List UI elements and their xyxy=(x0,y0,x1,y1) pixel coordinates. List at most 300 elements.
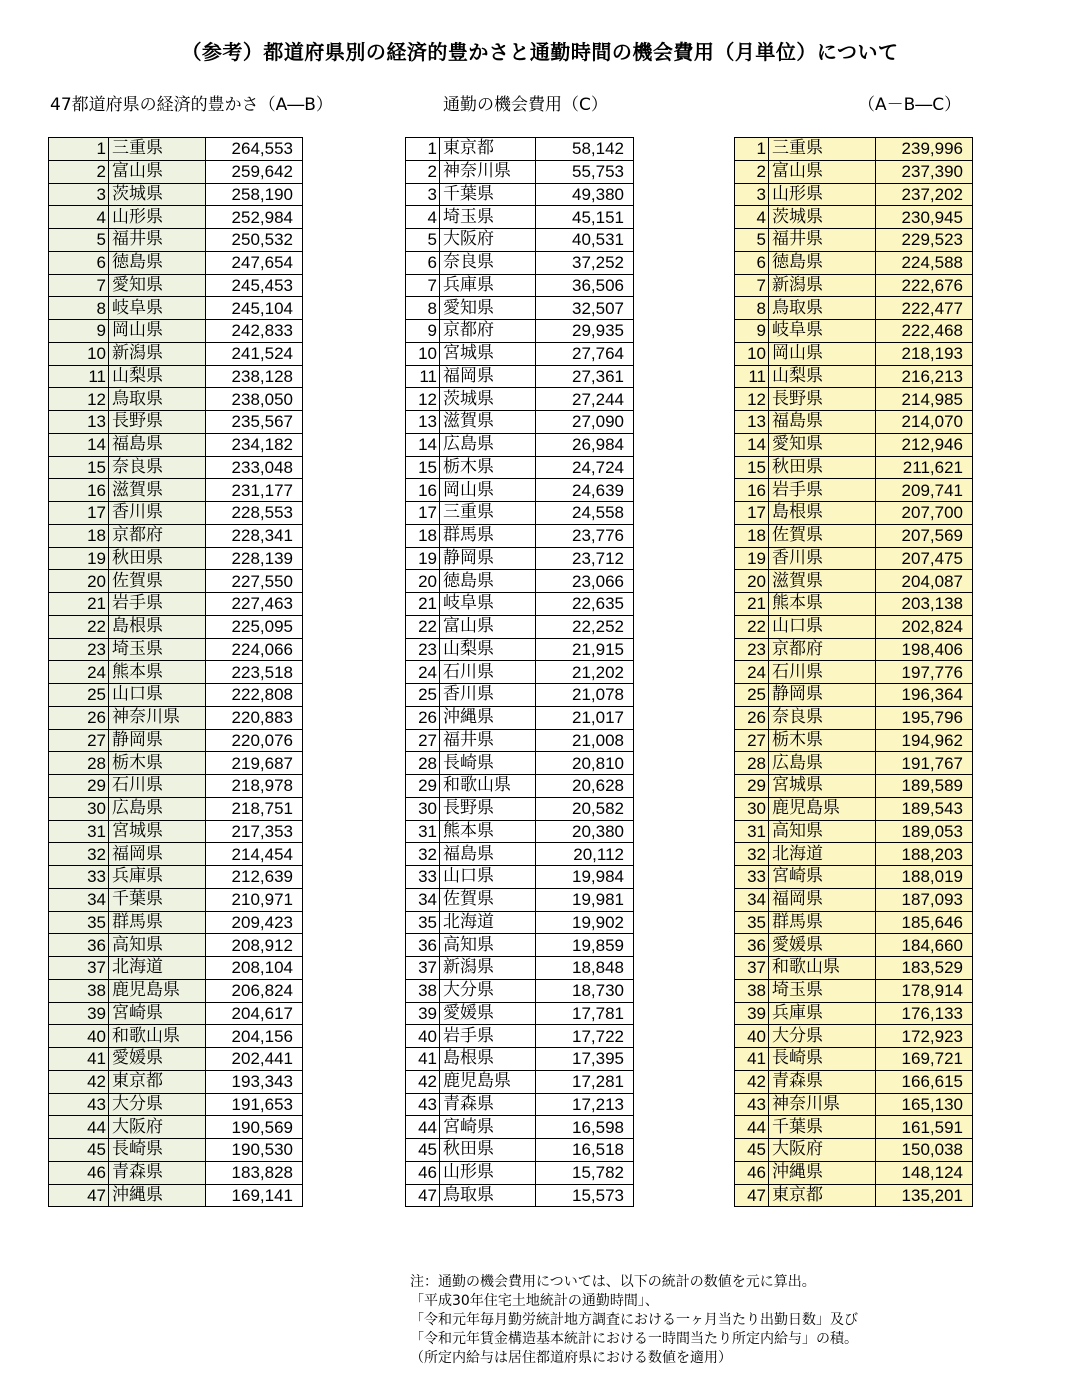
rank-cell: 34 xyxy=(406,888,440,911)
prefecture-cell: 秋田県 xyxy=(769,456,876,479)
rank-cell: 21 xyxy=(406,593,440,616)
table-row xyxy=(406,524,634,547)
prefecture-cell: 北海道 xyxy=(440,911,536,934)
value-cell: 227,550 xyxy=(206,570,303,593)
heading-commute-opportunity-cost: 通勤の機会費用（C） xyxy=(443,95,608,115)
prefecture-cell: 愛知県 xyxy=(109,274,206,297)
value-cell: 40,531 xyxy=(536,229,634,252)
rank-cell: 5 xyxy=(49,229,109,252)
value-cell: 193,343 xyxy=(206,1070,303,1093)
value-cell: 241,524 xyxy=(206,342,303,365)
value-cell: 238,128 xyxy=(206,365,303,388)
footnote-line: 「令和元年毎月勤労統計地方調査における一ヶ月当たり出勤日数」及び xyxy=(410,1312,858,1328)
value-cell: 184,660 xyxy=(876,934,973,957)
table-row xyxy=(49,206,303,229)
table-row xyxy=(49,684,303,707)
value-cell: 29,935 xyxy=(536,320,634,343)
rank-cell: 15 xyxy=(735,456,769,479)
table-row xyxy=(406,547,634,570)
rank-cell: 41 xyxy=(735,1048,769,1071)
table-row xyxy=(735,684,973,707)
value-cell: 214,070 xyxy=(876,411,973,434)
prefecture-cell: 秋田県 xyxy=(109,547,206,570)
prefecture-cell: 京都府 xyxy=(440,320,536,343)
rank-cell: 18 xyxy=(406,524,440,547)
value-cell: 218,193 xyxy=(876,342,973,365)
rank-cell: 14 xyxy=(406,433,440,456)
table-row xyxy=(735,752,973,775)
prefecture-cell: 佐賀県 xyxy=(440,888,536,911)
prefecture-cell: 石川県 xyxy=(769,661,876,684)
rank-cell: 8 xyxy=(406,297,440,320)
rank-cell: 11 xyxy=(49,365,109,388)
prefecture-cell: 福岡県 xyxy=(440,365,536,388)
prefecture-cell: 沖縄県 xyxy=(440,706,536,729)
table-row xyxy=(735,479,973,502)
table-row xyxy=(406,661,634,684)
prefecture-cell: 青森県 xyxy=(109,1161,206,1184)
table-row xyxy=(735,1093,973,1116)
rank-cell: 29 xyxy=(735,775,769,798)
value-cell: 228,341 xyxy=(206,524,303,547)
prefecture-cell: 静岡県 xyxy=(440,547,536,570)
table-row xyxy=(735,183,973,206)
value-cell: 214,454 xyxy=(206,843,303,866)
rank-cell: 31 xyxy=(49,820,109,843)
table-row xyxy=(49,593,303,616)
prefecture-cell: 岩手県 xyxy=(769,479,876,502)
value-cell: 228,139 xyxy=(206,547,303,570)
value-cell: 185,646 xyxy=(876,911,973,934)
table-row xyxy=(406,138,634,161)
prefecture-cell: 滋賀県 xyxy=(769,570,876,593)
footnotes xyxy=(410,1273,858,1368)
rank-cell: 21 xyxy=(735,593,769,616)
table-row xyxy=(49,797,303,820)
table-row xyxy=(406,274,634,297)
table-row xyxy=(735,638,973,661)
prefecture-cell: 和歌山県 xyxy=(769,957,876,980)
value-cell: 165,130 xyxy=(876,1093,973,1116)
prefecture-cell: 群馬県 xyxy=(109,911,206,934)
prefecture-cell: 京都府 xyxy=(109,524,206,547)
prefecture-cell: 福井県 xyxy=(109,229,206,252)
table-row xyxy=(49,1070,303,1093)
rank-cell: 5 xyxy=(735,229,769,252)
prefecture-cell: 宮城県 xyxy=(440,342,536,365)
rank-cell: 33 xyxy=(735,866,769,889)
rank-cell: 38 xyxy=(49,979,109,1002)
rank-cell: 19 xyxy=(735,547,769,570)
prefecture-cell: 大阪府 xyxy=(440,229,536,252)
prefecture-cell: 兵庫県 xyxy=(440,274,536,297)
value-cell: 17,781 xyxy=(536,1002,634,1025)
value-cell: 27,090 xyxy=(536,411,634,434)
rank-cell: 2 xyxy=(406,160,440,183)
value-cell: 189,589 xyxy=(876,775,973,798)
table-row xyxy=(735,320,973,343)
rank-cell: 6 xyxy=(735,251,769,274)
value-cell: 189,053 xyxy=(876,820,973,843)
table-row xyxy=(735,1025,973,1048)
rank-cell: 26 xyxy=(406,706,440,729)
rank-cell: 36 xyxy=(49,934,109,957)
table-row xyxy=(49,775,303,798)
table-row xyxy=(735,547,973,570)
prefecture-cell: 兵庫県 xyxy=(109,866,206,889)
prefecture-cell: 滋賀県 xyxy=(440,411,536,434)
value-cell: 49,380 xyxy=(536,183,634,206)
prefecture-cell: 秋田県 xyxy=(440,1139,536,1162)
value-cell: 204,156 xyxy=(206,1025,303,1048)
value-cell: 22,635 xyxy=(536,593,634,616)
value-cell: 22,252 xyxy=(536,615,634,638)
value-cell: 169,721 xyxy=(876,1048,973,1071)
rank-cell: 6 xyxy=(49,251,109,274)
prefecture-cell: 北海道 xyxy=(769,843,876,866)
prefecture-cell: 山口県 xyxy=(109,684,206,707)
rank-cell: 35 xyxy=(49,911,109,934)
rank-cell: 44 xyxy=(735,1116,769,1139)
prefecture-cell: 鳥取県 xyxy=(109,388,206,411)
rank-cell: 4 xyxy=(406,206,440,229)
rank-cell: 10 xyxy=(49,342,109,365)
prefecture-cell: 神奈川県 xyxy=(769,1093,876,1116)
table-row xyxy=(406,456,634,479)
value-cell: 20,810 xyxy=(536,752,634,775)
table-row xyxy=(735,729,973,752)
prefecture-cell: 長野県 xyxy=(769,388,876,411)
value-cell: 27,244 xyxy=(536,388,634,411)
prefecture-cell: 山口県 xyxy=(769,615,876,638)
rank-cell: 22 xyxy=(406,615,440,638)
prefecture-cell: 長野県 xyxy=(109,411,206,434)
rank-cell: 30 xyxy=(735,797,769,820)
table-row xyxy=(406,251,634,274)
value-cell: 188,019 xyxy=(876,866,973,889)
value-cell: 15,782 xyxy=(536,1161,634,1184)
prefecture-cell: 高知県 xyxy=(440,934,536,957)
value-cell: 204,087 xyxy=(876,570,973,593)
rank-cell: 40 xyxy=(735,1025,769,1048)
prefecture-cell: 福井県 xyxy=(440,729,536,752)
table-row xyxy=(735,615,973,638)
table-row xyxy=(406,1002,634,1025)
value-cell: 26,984 xyxy=(536,433,634,456)
prefecture-cell: 宮崎県 xyxy=(440,1116,536,1139)
rank-cell: 35 xyxy=(735,911,769,934)
prefecture-cell: 鳥取県 xyxy=(440,1184,536,1207)
value-cell: 235,567 xyxy=(206,411,303,434)
value-cell: 16,598 xyxy=(536,1116,634,1139)
prefecture-cell: 青森県 xyxy=(440,1093,536,1116)
table-row xyxy=(406,911,634,934)
value-cell: 161,591 xyxy=(876,1116,973,1139)
table-row xyxy=(406,433,634,456)
value-cell: 229,523 xyxy=(876,229,973,252)
value-cell: 15,573 xyxy=(536,1184,634,1207)
table-row xyxy=(49,752,303,775)
rank-cell: 37 xyxy=(406,957,440,980)
commute-cost-table xyxy=(405,137,634,1207)
value-cell: 204,617 xyxy=(206,1002,303,1025)
rank-cell: 27 xyxy=(406,729,440,752)
value-cell: 189,543 xyxy=(876,797,973,820)
table-row xyxy=(49,843,303,866)
value-cell: 234,182 xyxy=(206,433,303,456)
table-row xyxy=(735,797,973,820)
prefecture-cell: 京都府 xyxy=(769,638,876,661)
rank-cell: 2 xyxy=(735,160,769,183)
value-cell: 18,848 xyxy=(536,957,634,980)
page-title: （参考）都道府県別の経済的豊かさと通勤時間の機会費用（月単位）について xyxy=(181,40,899,64)
value-cell: 212,946 xyxy=(876,433,973,456)
rank-cell: 8 xyxy=(735,297,769,320)
value-cell: 194,962 xyxy=(876,729,973,752)
rank-cell: 19 xyxy=(49,547,109,570)
prefecture-cell: 岡山県 xyxy=(769,342,876,365)
prefecture-cell: 福岡県 xyxy=(769,888,876,911)
prefecture-cell: 宮城県 xyxy=(769,775,876,798)
rank-cell: 4 xyxy=(735,206,769,229)
rank-cell: 23 xyxy=(406,638,440,661)
table-row xyxy=(735,706,973,729)
table-row xyxy=(406,752,634,775)
rank-cell: 21 xyxy=(49,593,109,616)
value-cell: 239,996 xyxy=(876,138,973,161)
footnote-line: （所定内給与は居住都道府県における数値を適用） xyxy=(410,1350,732,1366)
net-richness-table xyxy=(734,137,973,1207)
value-cell: 209,741 xyxy=(876,479,973,502)
rank-cell: 40 xyxy=(406,1025,440,1048)
rank-cell: 24 xyxy=(406,661,440,684)
rank-cell: 38 xyxy=(406,979,440,1002)
prefecture-cell: 広島県 xyxy=(109,797,206,820)
rank-cell: 39 xyxy=(735,1002,769,1025)
value-cell: 55,753 xyxy=(536,160,634,183)
prefecture-cell: 徳島県 xyxy=(440,570,536,593)
table-row xyxy=(735,524,973,547)
rank-cell: 18 xyxy=(49,524,109,547)
value-cell: 218,978 xyxy=(206,775,303,798)
prefecture-cell: 山形県 xyxy=(440,1161,536,1184)
value-cell: 259,642 xyxy=(206,160,303,183)
value-cell: 27,764 xyxy=(536,342,634,365)
rank-cell: 20 xyxy=(735,570,769,593)
table-row xyxy=(49,183,303,206)
prefecture-cell: 岩手県 xyxy=(109,593,206,616)
rank-cell: 7 xyxy=(735,274,769,297)
prefecture-cell: 福島県 xyxy=(440,843,536,866)
table-row xyxy=(406,1116,634,1139)
value-cell: 190,569 xyxy=(206,1116,303,1139)
prefecture-cell: 新潟県 xyxy=(769,274,876,297)
rank-cell: 7 xyxy=(49,274,109,297)
rank-cell: 46 xyxy=(49,1161,109,1184)
value-cell: 150,038 xyxy=(876,1139,973,1162)
rank-cell: 1 xyxy=(406,138,440,161)
rank-cell: 13 xyxy=(406,411,440,434)
table-row xyxy=(735,160,973,183)
value-cell: 176,133 xyxy=(876,1002,973,1025)
rank-cell: 25 xyxy=(49,684,109,707)
prefecture-cell: 島根県 xyxy=(109,615,206,638)
prefecture-cell: 神奈川県 xyxy=(440,160,536,183)
value-cell: 178,914 xyxy=(876,979,973,1002)
value-cell: 212,639 xyxy=(206,866,303,889)
prefecture-cell: 福島県 xyxy=(769,411,876,434)
prefecture-cell: 栃木県 xyxy=(440,456,536,479)
prefecture-cell: 奈良県 xyxy=(109,456,206,479)
rank-cell: 37 xyxy=(735,957,769,980)
rank-cell: 17 xyxy=(735,502,769,525)
prefecture-cell: 神奈川県 xyxy=(109,706,206,729)
prefecture-cell: 岡山県 xyxy=(440,479,536,502)
prefecture-cell: 茨城県 xyxy=(440,388,536,411)
table-row xyxy=(49,1002,303,1025)
table-row xyxy=(406,1161,634,1184)
prefecture-cell: 福井県 xyxy=(769,229,876,252)
rank-cell: 28 xyxy=(735,752,769,775)
footnote-line: 「令和元年賃金構造基本統計における一時間当たり所定内給与」の積。 xyxy=(410,1331,858,1347)
table-row xyxy=(735,1048,973,1071)
table-row xyxy=(49,160,303,183)
rank-cell: 20 xyxy=(406,570,440,593)
prefecture-cell: 兵庫県 xyxy=(769,1002,876,1025)
rank-cell: 9 xyxy=(49,320,109,343)
rank-cell: 13 xyxy=(735,411,769,434)
value-cell: 21,017 xyxy=(536,706,634,729)
table-row xyxy=(49,957,303,980)
table-row xyxy=(49,1048,303,1071)
prefecture-cell: 石川県 xyxy=(109,775,206,798)
prefecture-cell: 愛知県 xyxy=(440,297,536,320)
rank-cell: 47 xyxy=(49,1184,109,1207)
value-cell: 24,558 xyxy=(536,502,634,525)
table-row xyxy=(406,1093,634,1116)
table-row xyxy=(735,888,973,911)
prefecture-cell: 大分県 xyxy=(769,1025,876,1048)
table-row xyxy=(406,866,634,889)
rank-cell: 43 xyxy=(735,1093,769,1116)
value-cell: 228,553 xyxy=(206,502,303,525)
table-row xyxy=(735,979,973,1002)
table-row xyxy=(49,274,303,297)
rank-cell: 12 xyxy=(735,388,769,411)
table-row xyxy=(735,229,973,252)
table-row xyxy=(49,524,303,547)
rank-cell: 3 xyxy=(406,183,440,206)
rank-cell: 15 xyxy=(406,456,440,479)
prefecture-cell: 鹿児島県 xyxy=(769,797,876,820)
rank-cell: 20 xyxy=(49,570,109,593)
rank-cell: 30 xyxy=(406,797,440,820)
footnote-line: 「平成30年住宅土地統計の通勤時間」、 xyxy=(410,1293,659,1309)
prefecture-cell: 山梨県 xyxy=(440,638,536,661)
rank-cell: 47 xyxy=(406,1184,440,1207)
table-row xyxy=(406,502,634,525)
value-cell: 258,190 xyxy=(206,183,303,206)
rank-cell: 46 xyxy=(406,1161,440,1184)
table-row xyxy=(49,547,303,570)
table-row xyxy=(49,866,303,889)
prefecture-cell: 愛知県 xyxy=(769,433,876,456)
prefecture-cell: 山口県 xyxy=(440,866,536,889)
value-cell: 169,141 xyxy=(206,1184,303,1207)
rank-cell: 27 xyxy=(49,729,109,752)
table-row xyxy=(49,1139,303,1162)
value-cell: 230,945 xyxy=(876,206,973,229)
rank-cell: 4 xyxy=(49,206,109,229)
rank-cell: 28 xyxy=(406,752,440,775)
value-cell: 20,582 xyxy=(536,797,634,820)
value-cell: 218,751 xyxy=(206,797,303,820)
value-cell: 216,213 xyxy=(876,365,973,388)
prefecture-cell: 茨城県 xyxy=(769,206,876,229)
value-cell: 135,201 xyxy=(876,1184,973,1207)
prefecture-cell: 千葉県 xyxy=(769,1116,876,1139)
table-row xyxy=(49,365,303,388)
table-row xyxy=(49,638,303,661)
rank-cell: 3 xyxy=(735,183,769,206)
rank-cell: 9 xyxy=(406,320,440,343)
table-row xyxy=(735,866,973,889)
value-cell: 198,406 xyxy=(876,638,973,661)
prefecture-cell: 愛媛県 xyxy=(109,1048,206,1071)
table-row xyxy=(406,1070,634,1093)
value-cell: 207,700 xyxy=(876,502,973,525)
prefecture-cell: 山梨県 xyxy=(109,365,206,388)
rank-cell: 25 xyxy=(406,684,440,707)
table-row xyxy=(49,661,303,684)
rank-cell: 33 xyxy=(49,866,109,889)
value-cell: 214,985 xyxy=(876,388,973,411)
table-row xyxy=(735,934,973,957)
table-row xyxy=(735,388,973,411)
table-row xyxy=(735,1070,973,1093)
value-cell: 37,252 xyxy=(536,251,634,274)
prefecture-cell: 福島県 xyxy=(109,433,206,456)
prefecture-cell: 石川県 xyxy=(440,661,536,684)
table-row xyxy=(49,411,303,434)
table-row xyxy=(735,1139,973,1162)
value-cell: 237,202 xyxy=(876,183,973,206)
value-cell: 23,712 xyxy=(536,547,634,570)
rank-cell: 8 xyxy=(49,297,109,320)
table-row xyxy=(406,1139,634,1162)
prefecture-cell: 三重県 xyxy=(440,502,536,525)
heading-economic-richness: 47都道府県の経済的豊かさ（A―B） xyxy=(50,95,333,115)
value-cell: 224,588 xyxy=(876,251,973,274)
prefecture-cell: 静岡県 xyxy=(109,729,206,752)
prefecture-cell: 千葉県 xyxy=(109,888,206,911)
prefecture-cell: 大分県 xyxy=(440,979,536,1002)
table-row xyxy=(735,206,973,229)
table-row xyxy=(735,843,973,866)
value-cell: 20,112 xyxy=(536,843,634,866)
value-cell: 21,202 xyxy=(536,661,634,684)
table-row xyxy=(406,570,634,593)
value-cell: 23,776 xyxy=(536,524,634,547)
rank-cell: 41 xyxy=(49,1048,109,1071)
value-cell: 227,463 xyxy=(206,593,303,616)
table-row xyxy=(406,843,634,866)
rank-cell: 15 xyxy=(49,456,109,479)
prefecture-cell: 栃木県 xyxy=(769,729,876,752)
value-cell: 238,050 xyxy=(206,388,303,411)
table-row xyxy=(735,138,973,161)
rank-cell: 45 xyxy=(735,1139,769,1162)
